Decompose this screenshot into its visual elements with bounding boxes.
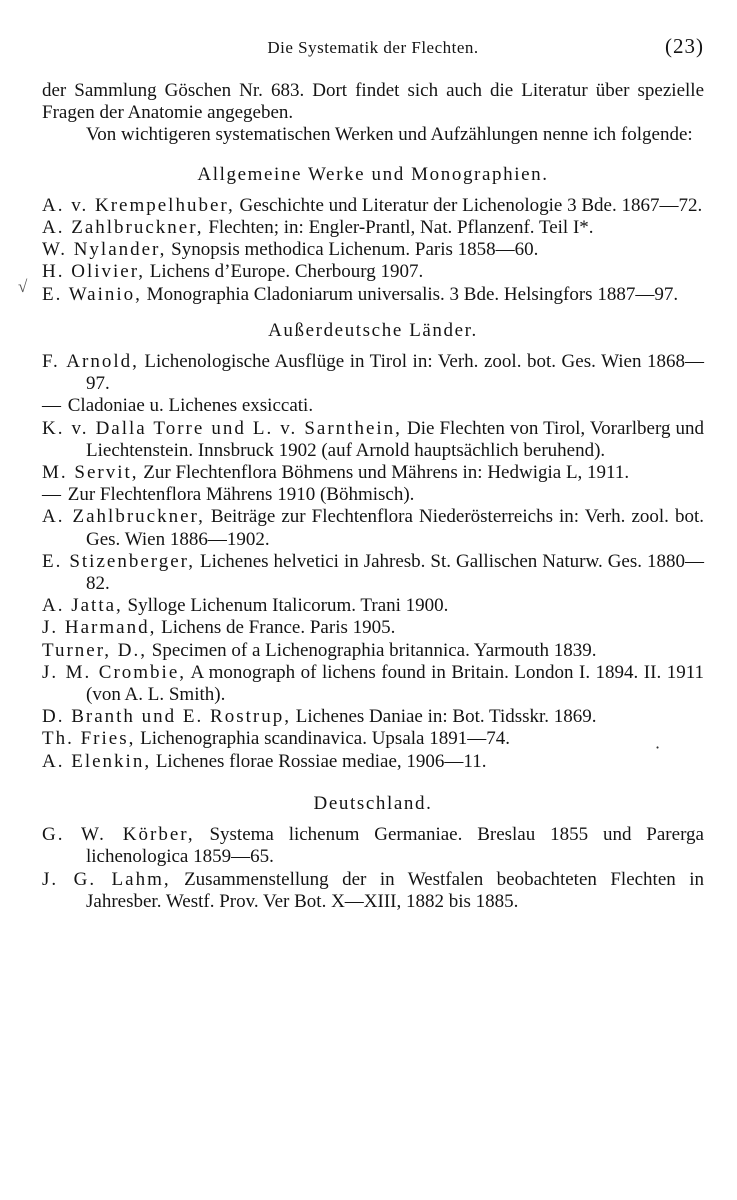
margin-check-mark: √ <box>18 277 28 296</box>
ink-speck: · <box>655 738 661 757</box>
bibliography-entry <box>42 195 704 217</box>
bibliography-entry <box>42 217 704 239</box>
entry-text: A monograph of lichens found in Britain. London I. 1894. II. 1911 (von A. L. Smith). <box>86 661 704 706</box>
entry-text: Geschichte und Literatur der Lichenologie 3 Bde. 1867—72. <box>234 194 703 216</box>
intro-paragraph: Von wichtigeren systematischen Werken und Aufzählungen nenne ich folgende: <box>86 124 693 146</box>
entry-author: — <box>42 484 63 506</box>
page-number: (23) <box>665 34 704 58</box>
bibliography-entry <box>42 751 704 773</box>
entry-text: Zur Flechtenflora Mährens 1910 (Böhmisch). <box>63 484 415 506</box>
entry-text: Die Flechten von Tirol, Vorarlberg und Liechtenstein. Innsbruck 1902 (auf Arnold hauptsächlich beruhend). <box>86 417 704 461</box>
bibliography-entry <box>42 728 704 750</box>
bibliography-entry <box>42 395 704 417</box>
entry-text: Lichenes helvetici in Jahresb. St. Gallischen Naturw. Ges. 1880—82. <box>86 550 704 595</box>
entry-text: Synopsis methodica Lichenum. Paris 1858—60. <box>166 239 539 261</box>
entry-text: Beiträge zur Flechtenflora Niederösterreichs in: Verh. zool. bot. Ges. Wien 1886—1902. <box>86 506 704 550</box>
intro-paragraph: der Sammlung Göschen Nr. 683. Dort findet sich auch die Literatur über spezielle Fragen der Anatomie angegeben. <box>42 80 704 124</box>
section-heading: Deutschland. <box>313 792 433 814</box>
entry-author: K. v. Dalla Torre und L. v. Sarnthein, <box>42 417 402 439</box>
entry-text: Cladoniae u. Lichenes exsiccati. <box>63 395 314 417</box>
entry-author: H. Olivier, <box>42 261 146 283</box>
entry-author: D. Branth und E. Rostrup, <box>42 706 291 728</box>
entry-author: A. Zahlbruckner, <box>42 506 205 528</box>
entry-author: A. Jatta, <box>42 595 123 617</box>
entry-author: J. M. Crombie, <box>42 661 187 683</box>
bibliography-entry <box>42 418 704 462</box>
entry-text: Lichenographia scandinavica. Upsala 1891—74. <box>135 728 510 750</box>
entry-text: Lichens d’Europe. Cherbourg 1907. <box>145 261 424 283</box>
bibliography-entry <box>42 662 704 706</box>
bibliography-entry <box>42 706 704 728</box>
entry-text: Lichens de France. Paris 1905. <box>156 617 396 639</box>
entry-text: Flechten; in: Engler-Prantl, Nat. Pflanzenf. Teil I*. <box>203 217 594 239</box>
page-header <box>42 34 704 64</box>
page-body <box>42 80 704 913</box>
entry-author: J. G. Lahm, <box>42 868 171 890</box>
entry-author: J. Harmand, <box>42 617 157 639</box>
entry-author: A. v. Krempelhuber, <box>42 194 235 216</box>
entry-text: Monographia Cladoniarum universalis. 3 Bde. Helsingfors 1887—97. <box>141 283 679 305</box>
entry-author: Th. Fries, <box>42 728 136 750</box>
running-title: Die Systematik der Flechten. <box>267 38 479 57</box>
bibliography-entry <box>42 869 704 913</box>
bibliography-list <box>42 351 704 773</box>
entry-text: Zusammenstellung der in Westfalen beobachteten Flechten in Jahresber. Westf. Prov. Ver Bot. X—XIII, 1882 bis 1885. <box>86 868 705 912</box>
bibliography-entry <box>42 484 704 506</box>
bibliography-entry <box>42 261 704 283</box>
bibliography-list <box>42 824 704 913</box>
entry-author: W. Nylander, <box>42 239 167 261</box>
entry-author: E. Wainio, <box>42 283 142 305</box>
bibliography-entry <box>42 506 704 550</box>
entry-author: F. Arnold, <box>42 351 139 373</box>
section-heading: Außerdeutsche Länder. <box>268 319 478 341</box>
bibliography-entry <box>42 551 704 595</box>
bibliography-entry <box>42 640 704 662</box>
bibliography-entry <box>42 284 704 306</box>
section-heading: Allgemeine Werke und Monographien. <box>197 163 549 185</box>
bibliography-entry <box>42 595 704 617</box>
entry-author: G. W. Körber, <box>42 824 195 846</box>
entry-author: E. Stizenberger, <box>42 550 195 572</box>
bibliography-entry <box>42 239 704 261</box>
bibliography-entry <box>42 351 704 395</box>
entry-author: A. Elenkin, <box>42 750 152 772</box>
entry-text: Lichenes Daniae in: Bot. Tidsskr. 1869. <box>290 706 597 728</box>
bibliography-list <box>42 195 704 306</box>
entry-author: A. Zahlbruckner, <box>42 217 204 239</box>
bibliography-entry <box>42 824 704 868</box>
entry-text: Lichenes florae Rossiae mediae, 1906—11. <box>151 750 487 772</box>
entry-author: — <box>42 395 63 417</box>
bibliography-entry <box>42 617 704 639</box>
entry-text: Specimen of a Lichenographia britannica. Yarmouth 1839. <box>147 639 597 661</box>
entry-text: Systema lichenum Germaniae. Breslau 1855 und Parerga lichenologica 1859—65. <box>86 824 704 868</box>
entry-text: Sylloge Lichenum Italicorum. Trani 1900. <box>122 595 449 617</box>
bibliography-entry <box>42 462 704 484</box>
entry-text: Zur Flechtenflora Böhmens und Mährens in: Hedwigia L, 1911. <box>138 462 630 484</box>
entry-text: Lichenologische Ausflüge in Tirol in: Verh. zool. bot. Ges. Wien 1868—97. <box>86 351 704 395</box>
entry-author: M. Servit, <box>42 462 139 484</box>
entry-author: Turner, D., <box>42 639 147 661</box>
